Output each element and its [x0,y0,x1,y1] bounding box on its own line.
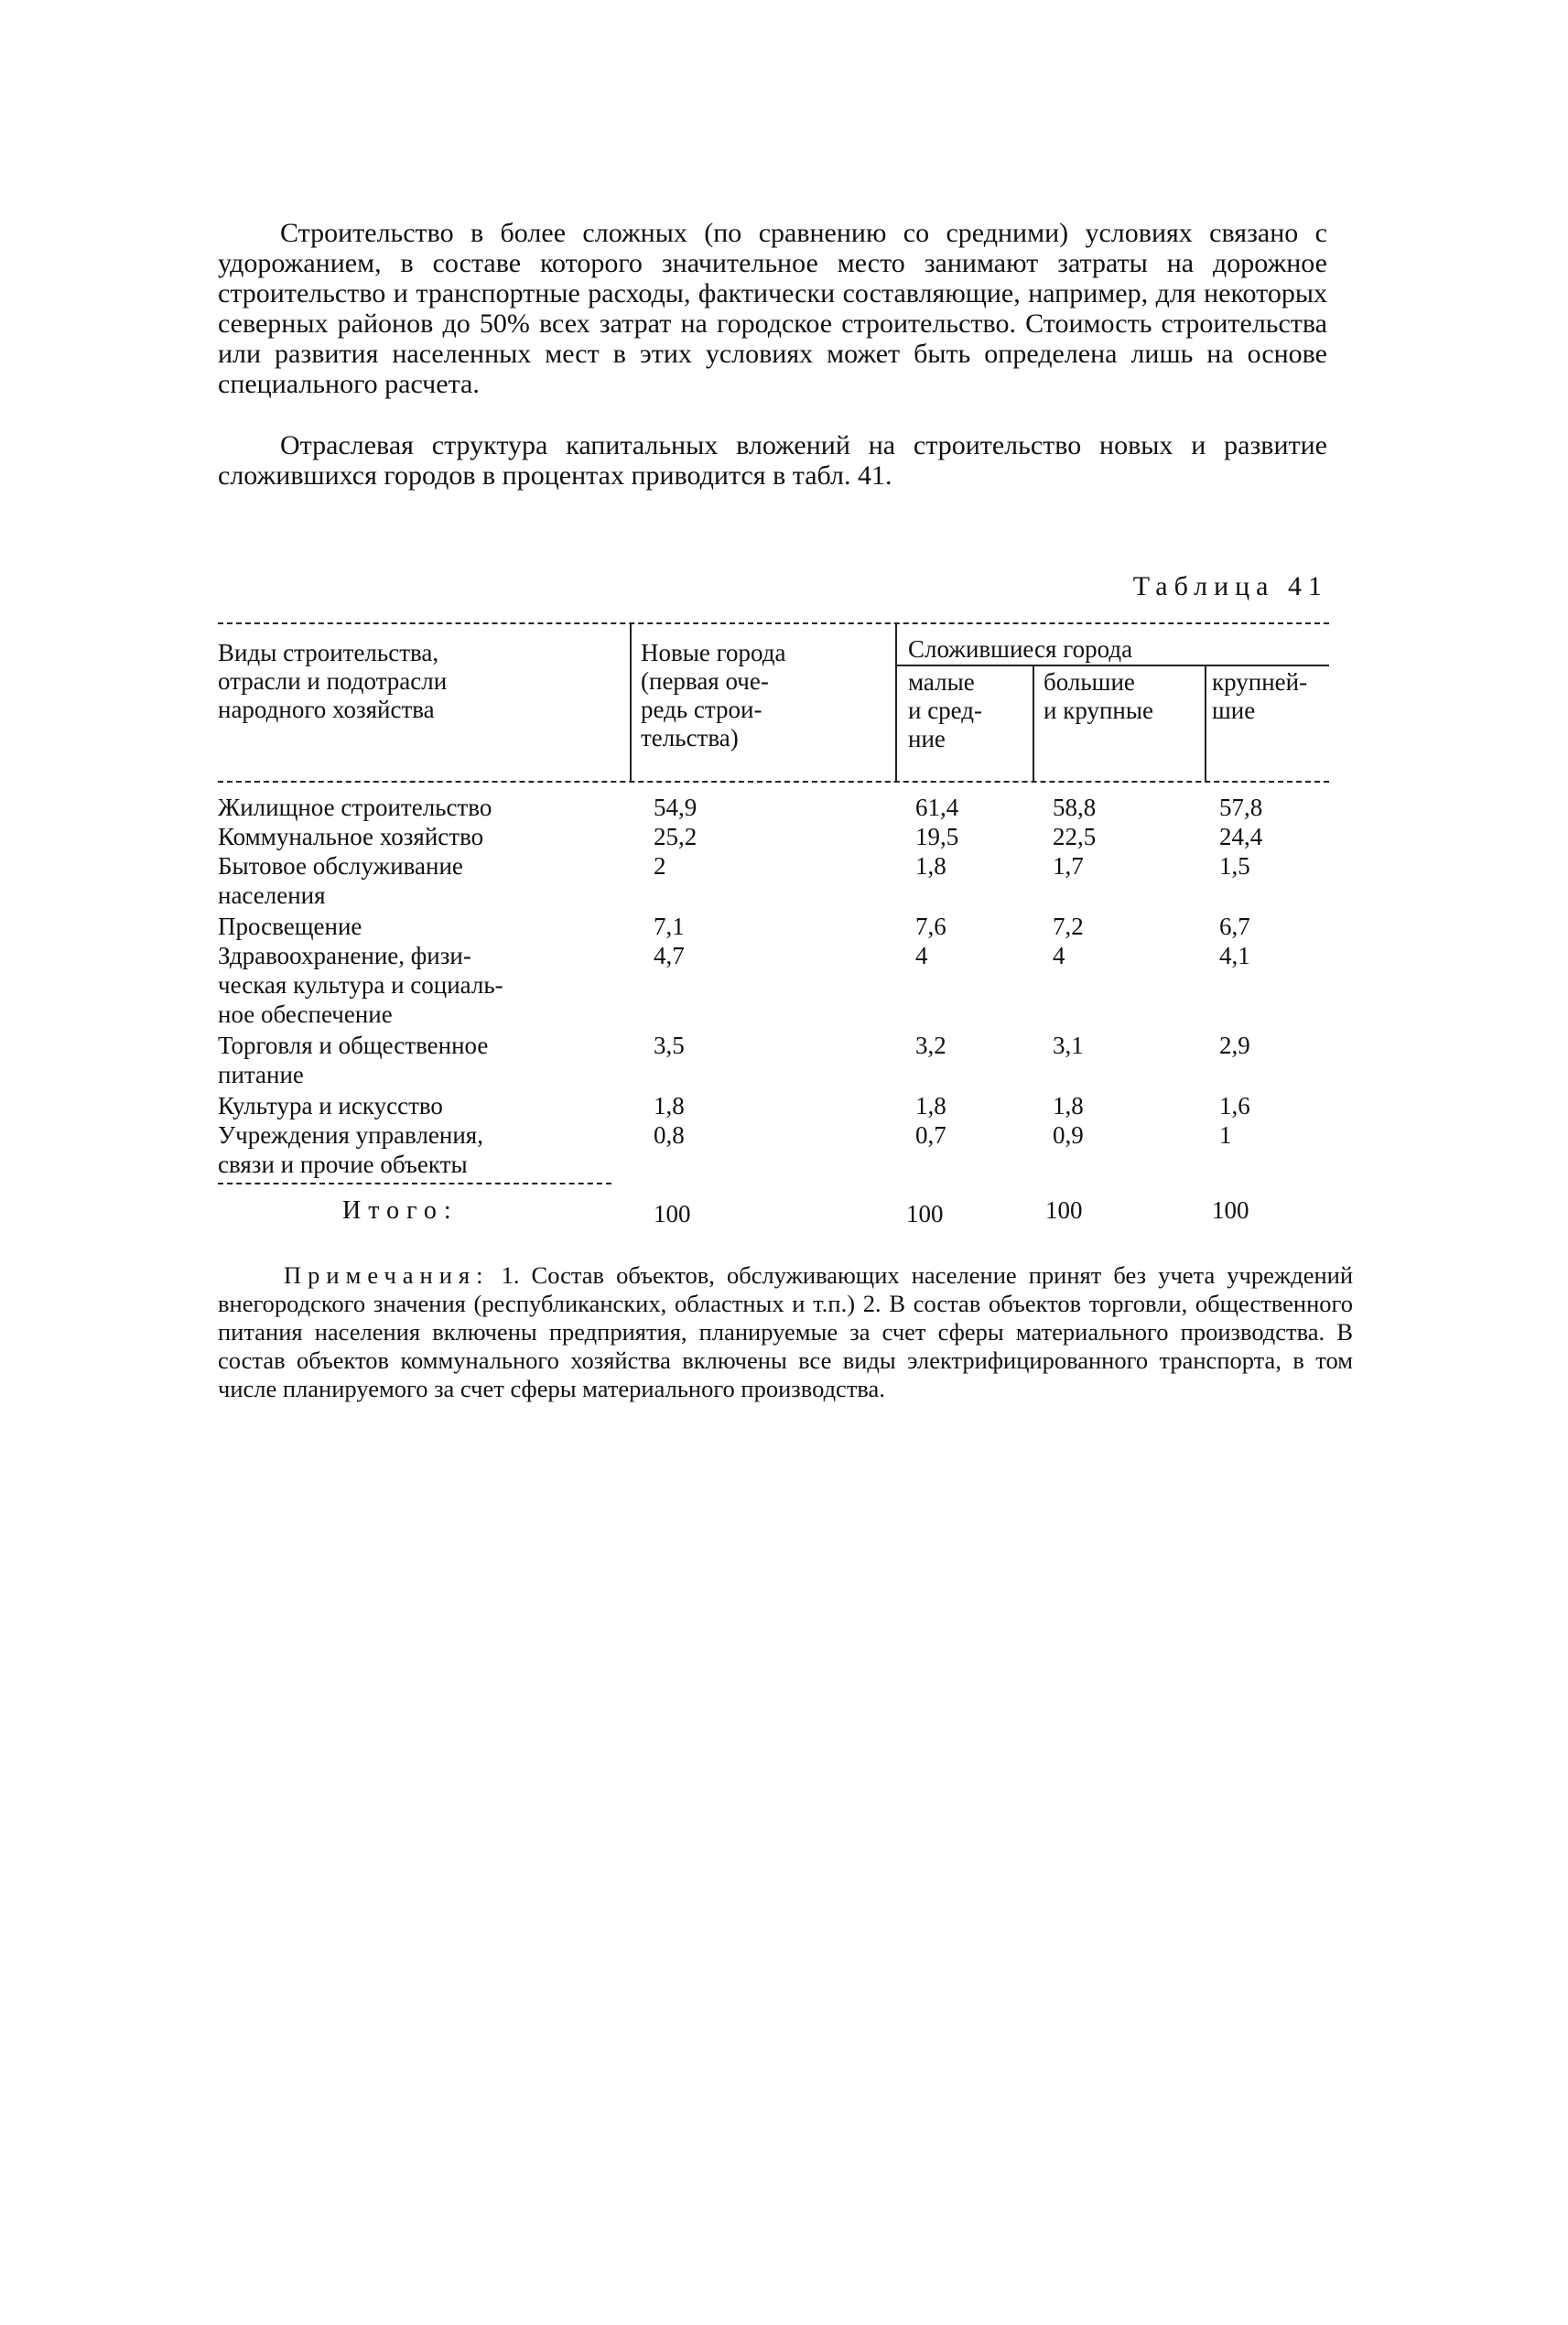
cell-small: 3,2 [915,1032,946,1059]
cell-new: 7,1 [654,913,685,940]
header-col-type: Виды строительства, отрасли и подотрасли народного хозяйства [218,639,448,723]
header-col-largest: крупней- шие [1212,668,1308,724]
paragraph-construction-costs: Строительство в более сложных (по сравнению со средними) условиях связано с удорожанием, в составе которого значительное место занимают затраты на дорожное строительство и транспортные расходы, фактически составляющие, например, для некоторых северных районов до 50% всех затрат на городское строительство. Стоимость строительства или развития населенных мест в этих условиях может быть определена лишь на основе специального расчета. [218,218,1327,399]
total-largest: 100 [1212,1196,1249,1224]
group-subheader-rule [897,665,1329,666]
cell-big: 3,1 [1053,1032,1084,1059]
cell-small: 61,4 [915,794,959,821]
cell-new: 54,9 [654,794,697,821]
cell-small: 1,8 [915,852,946,880]
header-col-small: малые и сред- ние [908,668,983,752]
cell-big: 22,5 [1053,823,1097,850]
cell-new: 25,2 [654,823,697,850]
totals-rule [218,1183,611,1184]
cell-new: 2 [654,852,666,880]
cell-big: 1,8 [1053,1092,1084,1119]
row-label: Коммунальное хозяйство [218,823,484,850]
row-label: Торговля и общественное питание [218,1032,489,1088]
cell-small: 1,8 [915,1092,946,1119]
total-small: 100 [906,1200,944,1227]
row-label: Просвещение [218,913,362,940]
cell-big: 4 [1053,942,1065,969]
cell-largest: 1,5 [1219,852,1250,880]
notes-heading: Примечания: [284,1261,490,1289]
cell-big: 1,7 [1053,852,1084,880]
cell-largest: 1,6 [1219,1092,1250,1119]
cell-new: 0,8 [654,1121,685,1149]
cell-largest: 4,1 [1219,942,1250,969]
cell-new: 1,8 [654,1092,685,1119]
cell-largest: 1 [1219,1121,1232,1149]
row-label: Культура и искусство [218,1092,443,1119]
paragraph-capital-investment: Отраслевая структура капитальных вложений на строительство новых и развитие сложившихся городов в процентах приводится в табл. 41. [218,430,1327,491]
total-big: 100 [1045,1196,1083,1224]
header-col-new-cities: Новые города (первая оче- редь строи- тельства) [641,639,786,752]
total-new: 100 [654,1200,691,1227]
cell-small: 19,5 [915,823,959,850]
cell-largest: 24,4 [1219,823,1263,850]
cell-small: 7,6 [915,913,946,940]
cell-largest: 6,7 [1219,913,1250,940]
row-label: Бытовое обслуживание населения [218,852,463,909]
header-separator-4 [1205,666,1206,782]
cell-small: 0,7 [915,1121,946,1149]
header-separator-1 [630,624,632,782]
header-separator-2 [895,624,897,782]
row-label: Учреждения управления, связи и прочие объекты [218,1121,483,1178]
cell-largest: 2,9 [1219,1032,1250,1059]
header-col-big: большие и крупные [1044,668,1153,724]
row-label: Здравоохранение, физи- ческая культура и социаль- ное обеспечение [218,942,503,1028]
total-label: Итого: [342,1196,459,1225]
cell-small: 4 [915,942,928,969]
cell-new: 3,5 [654,1032,685,1059]
table-41 [218,613,1329,1254]
table-top-rule [218,622,1329,624]
cell-big: 0,9 [1053,1121,1084,1149]
row-label: Жилищное строительство [218,794,492,821]
table-caption: Таблица 41 [1132,571,1328,601]
cell-new: 4,7 [654,942,685,969]
table-notes [218,1261,1353,1403]
notes-text: 1. Состав объектов, обслуживающих население принят без учета учреждений внегородского значения (республиканских, областных и т.п.) 2. В состав объектов торговли, общественного питания населения включены предприятия, планируемые за счет сферы материального производства. В состав объектов коммунального хозяйства включены все виды электрифицированного транспорта, в том числе планируемого за счет сферы материального производства. [218,1261,1353,1402]
cell-big: 58,8 [1053,794,1097,821]
header-group-established: Сложившиеся города [908,635,1133,663]
cell-big: 7,2 [1053,913,1084,940]
cell-largest: 57,8 [1219,794,1263,821]
header-bottom-rule [218,781,1329,783]
header-separator-3 [1033,666,1034,782]
